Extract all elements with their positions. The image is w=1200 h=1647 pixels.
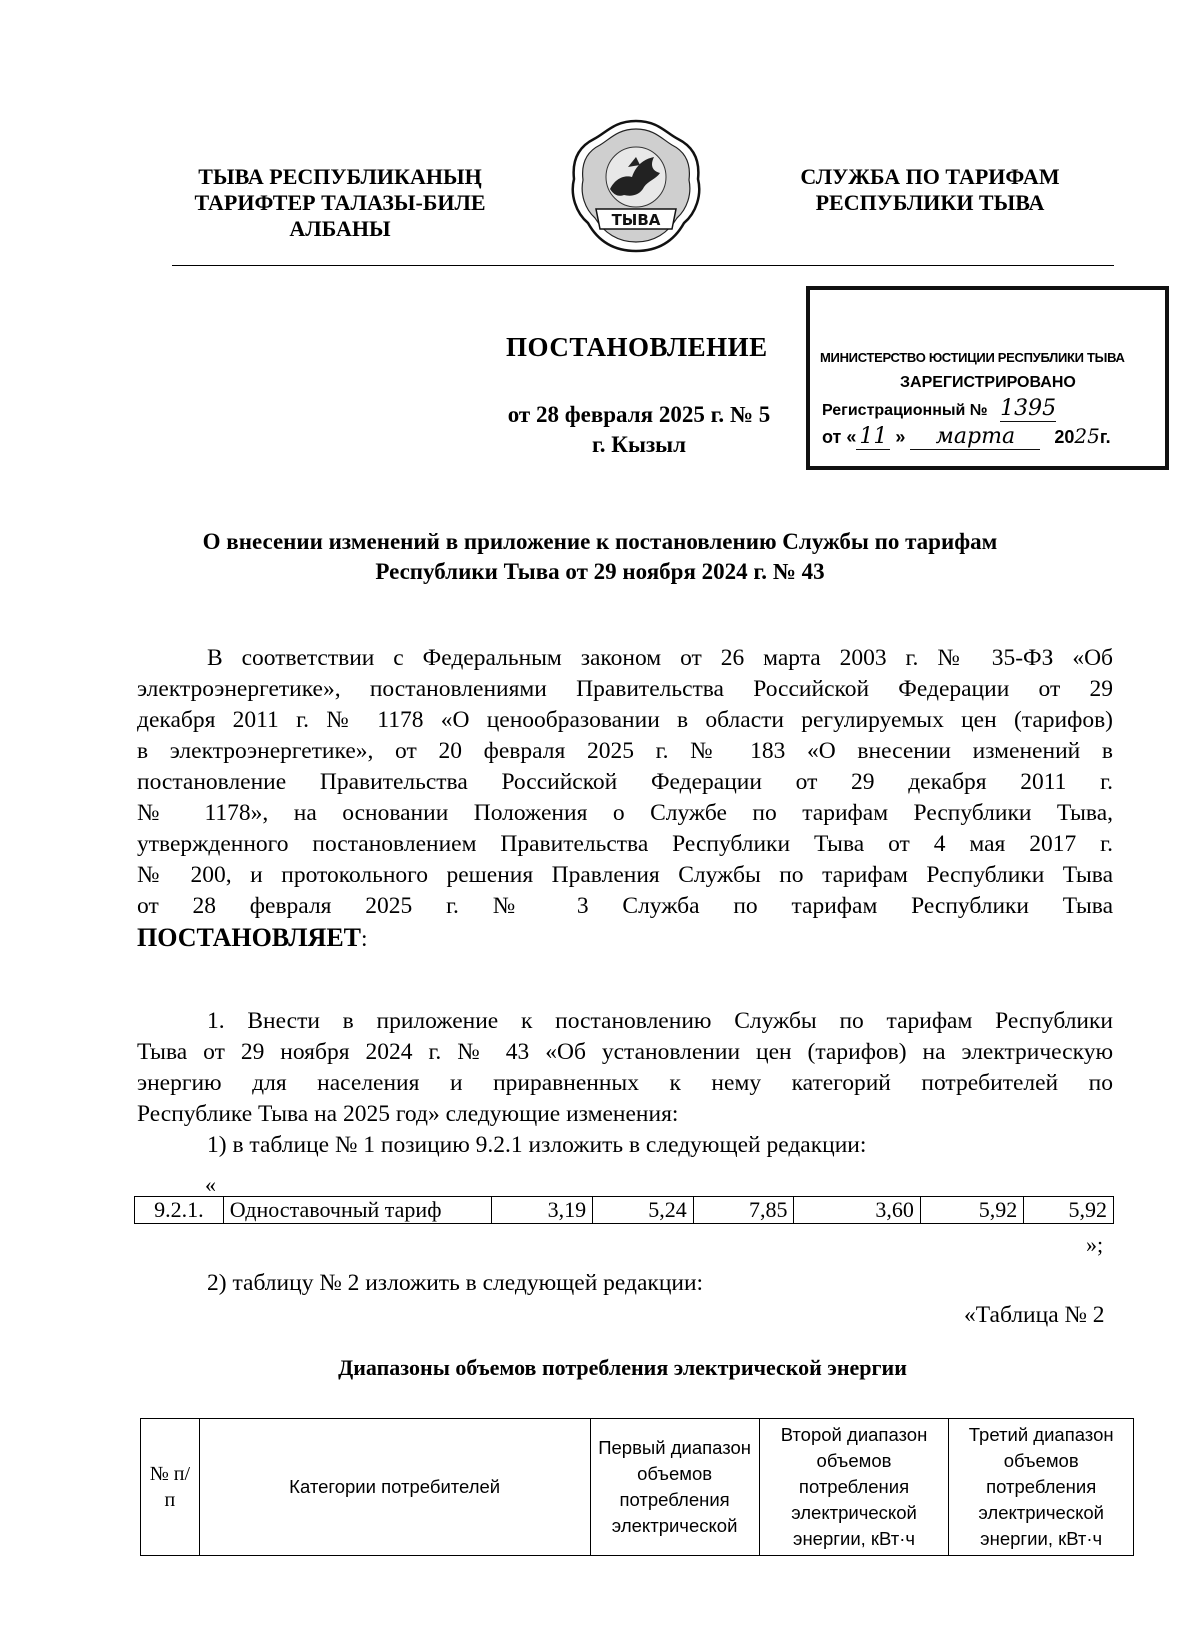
stamp-reg-number: 1395 — [1000, 396, 1057, 421]
table2-caption: «Таблица № 2 — [964, 1302, 1105, 1328]
table2-header-cell: Третий диапазон объемов потребления электрической энергии, кВт·ч — [949, 1419, 1134, 1556]
preamble-line: № 200, и протокольного решения Правления Службы по тарифам Республики Тыва — [137, 862, 1113, 888]
table1-cell: 7,85 — [693, 1197, 794, 1224]
table2-header-cell: Категории потребителей — [199, 1419, 590, 1556]
table2 — [140, 1418, 1134, 1556]
document-subject — [100, 527, 1100, 587]
stamp-line-date — [822, 424, 1111, 450]
preamble-line: № 1178», на основании Положения о Службе по тарифам Республики Тыва, — [137, 800, 1113, 826]
item-1 — [137, 1006, 1113, 1161]
table1-cell: 5,24 — [593, 1197, 694, 1224]
decree-colon: : — [361, 926, 368, 952]
header-left-line: ТАРИФТЕР ТАЛАЗЫ-БИЛЕ — [194, 190, 486, 215]
table1-cell: 5,92 — [920, 1197, 1023, 1224]
document-date — [474, 400, 804, 460]
stamp-from-prefix: от « — [822, 427, 857, 447]
city-line: г. Кызыл — [591, 432, 687, 457]
header-left-line: АЛБАНЫ — [289, 216, 391, 241]
stamp-reg-label: Регистрационный № — [822, 402, 988, 419]
date-line: от 28 февраля 2025 г. № 5 — [507, 402, 771, 427]
table2-title: Диапазоны объемов потребления электрической энергии — [338, 1355, 907, 1380]
sub-item-1: 1) в таблице № 1 позицию 9.2.1 изложить в следующей редакции: — [207, 1132, 867, 1158]
table1 — [134, 1196, 1114, 1224]
table1-cell: Одноставочный тариф — [223, 1197, 492, 1224]
item1-line: 1. Внести в приложение к постановлению Службы по тарифам Республики — [207, 1008, 1113, 1034]
stamp-day: 11 — [856, 424, 890, 450]
table1-cell: 3,19 — [492, 1197, 593, 1224]
subject-line: О внесении изменений в приложение к постановлению Службы по тарифам — [202, 529, 998, 554]
open-quote: « — [205, 1172, 216, 1197]
stamp-quote-close: » — [890, 427, 911, 447]
decree-word: ПОСТАНОВЛЯЕТ — [137, 923, 361, 952]
document-type: ПОСТАНОВЛЕНИЕ — [506, 332, 768, 362]
header-right — [760, 164, 1100, 216]
close-quote: »; — [1086, 1232, 1104, 1257]
table-row — [135, 1197, 1114, 1224]
registration-stamp — [806, 286, 1169, 470]
item1-line: Тыва от 29 ноября 2024 г. № 43 «Об установлении цен (тарифов) на электрическую — [137, 1039, 1113, 1065]
emblem-label: ТЫВА — [611, 211, 661, 229]
preamble-line: в электроэнергетике», от 20 февраля 2025 г. № 183 «О внесении изменений в — [137, 738, 1113, 764]
preamble-line: утвержденного постановлением Правительства Республики Тыва от 4 мая 2017 г. — [137, 831, 1113, 857]
item1-line: энергию для населения и приравненных к нему категорий потребителей по — [137, 1070, 1113, 1096]
stamp-year-prefix: 20 — [1054, 427, 1075, 447]
preamble — [137, 643, 1113, 955]
sub-item-2: 2) таблицу № 2 изложить в следующей редакции: — [207, 1270, 704, 1296]
table1-cell: 9.2.1. — [135, 1197, 224, 1224]
preamble-line: декабря 2011 г. № 1178 «О ценообразовании в области регулируемых цен (тарифов) — [137, 707, 1113, 733]
header-right-line: РЕСПУБЛИКИ ТЫВА — [815, 190, 1045, 215]
stamp-line-ministry: МИНИСТЕРСТВО ЮСТИЦИИ РЕСПУБЛИКИ ТЫВА — [820, 350, 1125, 365]
stamp-year-end: г. — [1099, 427, 1111, 447]
emblem — [566, 117, 706, 257]
preamble-line: В соответствии с Федеральным законом от 26 марта 2003 г. № 35-ФЗ «Об — [207, 645, 1113, 671]
table2-header-cell: № п/п — [141, 1419, 200, 1556]
stamp-line-registered: ЗАРЕГИСТРИРОВАНО — [900, 374, 1076, 391]
preamble-line: от 28 февраля 2025 г. № 3 Служба по тарифам Республики Тыва — [137, 893, 1113, 919]
table1-cell: 5,92 — [1024, 1197, 1114, 1224]
table2-header-cell: Первый диапазон объемов потребления электрической — [590, 1419, 759, 1556]
table2-header-cell: Второй диапазон объемов потребления электрической энергии, кВт·ч — [759, 1419, 949, 1556]
decree-line — [137, 922, 1113, 955]
header-divider — [172, 265, 1114, 266]
stamp-line-reg — [822, 396, 1056, 421]
preamble-line: постановление Правительства Российской Федерации от 29 декабря 2011 г. — [137, 769, 1113, 795]
header-left — [170, 164, 510, 242]
item1-line: Республике Тыва на 2025 год» следующие изменения: — [137, 1101, 679, 1127]
preamble-line: электроэнергетике», постановлениями Правительства Российской Федерации от 29 — [137, 676, 1113, 702]
subject-line: Республики Тыва от 29 ноября 2024 г. № 43 — [375, 559, 825, 584]
stamp-month: марта — [910, 424, 1040, 450]
header-right-line: СЛУЖБА ПО ТАРИФАМ — [800, 164, 1060, 189]
header-left-line: ТЫВА РЕСПУБЛИКАНЫҢ — [198, 164, 482, 189]
stamp-year-suffix: 25 — [1074, 424, 1100, 448]
table2-header-row — [141, 1419, 1134, 1556]
table1-cell: 3,60 — [794, 1197, 920, 1224]
